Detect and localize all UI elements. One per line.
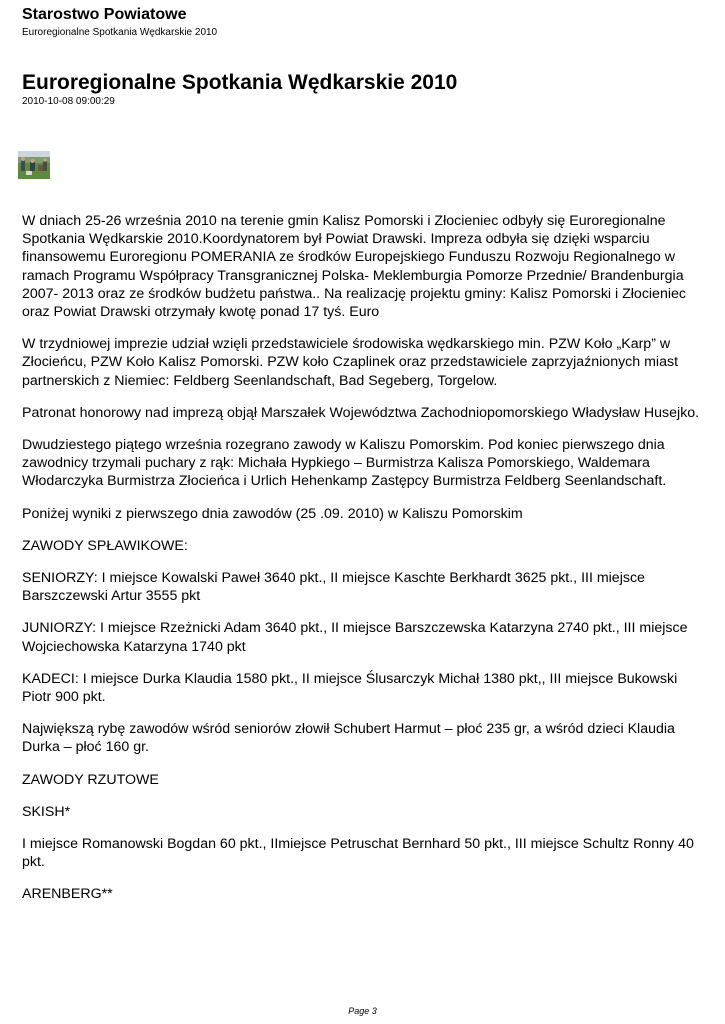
article-paragraph: W dniach 25-26 września 2010 na terenie gmin Kalisz Pomorski i Złocieniec odbyły się Euroregionalne Spotkania Wędkarskie 2010.Koordynatorem był Powiat Drawski. Impreza odbyła się dzięki wsparciu finansowemu Euroregionu POMERANIA ze środków Europejskiego Funduszu Rozwoju Regionalnego w ramach Programu Współpracy Transgranicznej Polska- Meklemburgia Pomorze Przednie/ Brandenburgia 2007- 2013 oraz ze środków budżetu państwa.. Na realizację projektu gminy: Kalisz Pomorski i Złocieniec oraz Powiat Drawski otrzymały kwotę ponad 17 tyś. Euro [22,213,686,321]
article-paragraph: W trzydniowej imprezie udział wzięli przedstawiciele środowiska wędkarskiego min. PZW Koło „Karp” w Złocieńcu, PZW Koło Kalisz Pomorski. PZW koło Czaplinek oraz przedstawiciele zaprzyjaźnionych miast partnerskich z Niemiec: Feldberg Seenlandschaft, Bad Segeberg, Torgelow. [22,336,679,389]
page-number: Page 3 [348,1006,377,1016]
article-paragraph: SENIORZY: I miejsce Kowalski Paweł 3640 pkt., II miejsce Kaschte Berkhardt 3625 pkt., III miejsce Barszczewski Artur 3555 pkt [22,570,645,605]
article-thumbnail-image[interactable] [18,151,50,179]
article-paragraph: ZAWODY RZUTOWE [22,771,159,788]
article-paragraph: JUNIORZY: I miejsce Rzeżnicki Adam 3640 pkt., II miejsce Barszczewska Katarzyna 2740 pkt., III miejsce Wojciechowska Katarzyna 1740 pkt [22,620,688,655]
article-title: Euroregionalne Spotkania Wędkarskie 2010 [22,71,458,94]
article-paragraph: Patronat honorowy nad imprezą objął Marszałek Województwa Zachodniopomorskiego Władysław Husejko. [22,404,700,421]
article-paragraph: I miejsce Romanowski Bogdan 60 pkt., IImiejsce Petruschat Bernhard 50 pkt., III miejsce Schultz Ronny 40 pkt. [22,836,694,871]
article-paragraph: SKISH* [22,803,71,820]
article-paragraph: KADECI: I miejsce Durka Klaudia 1580 pkt., II miejsce Ślusarczyk Michał 1380 pkt,, III miejsce Bukowski Piotr 900 pkt. [22,670,678,706]
article-paragraph: Największą rybę zawodów wśród seniorów złowił Schubert Harmut – płoć 235 gr, a wśród dzieci Klaudia Durka – płoć 160 gr. [22,721,675,756]
article-paragraph: Poniżej wyniki z pierwszego dnia zawodów (25 .09. 2010) w Kaliszu Pomorskim [22,505,523,522]
article-body [22,212,708,918]
article-date: 2010-10-08 09:00:29 [22,96,115,107]
article-paragraph: ZAWODY SPŁAWIKOWE: [22,537,188,554]
article-paragraph: ARENBERG** [22,886,113,903]
article-paragraph: Dwudziestego piątego września rozegrano zawody w Kaliszu Pomorskim. Pod koniec pierwszego dnia zawodnicy trzymali puchary z rąk: Michała Hypkiego – Burmistrza Kalisza Pomorskiego, Waldemara Włodarczyka Burmistrza Złocieńca i Urlich Hehenkamp Zastępcy Burmistrza Feldberg Seenlandschaft. [22,437,667,490]
site-subtitle: Euroregionalne Spotkania Wędkarskie 2010 [22,27,218,38]
site-title: Starostwo Powiatowe [22,6,187,23]
